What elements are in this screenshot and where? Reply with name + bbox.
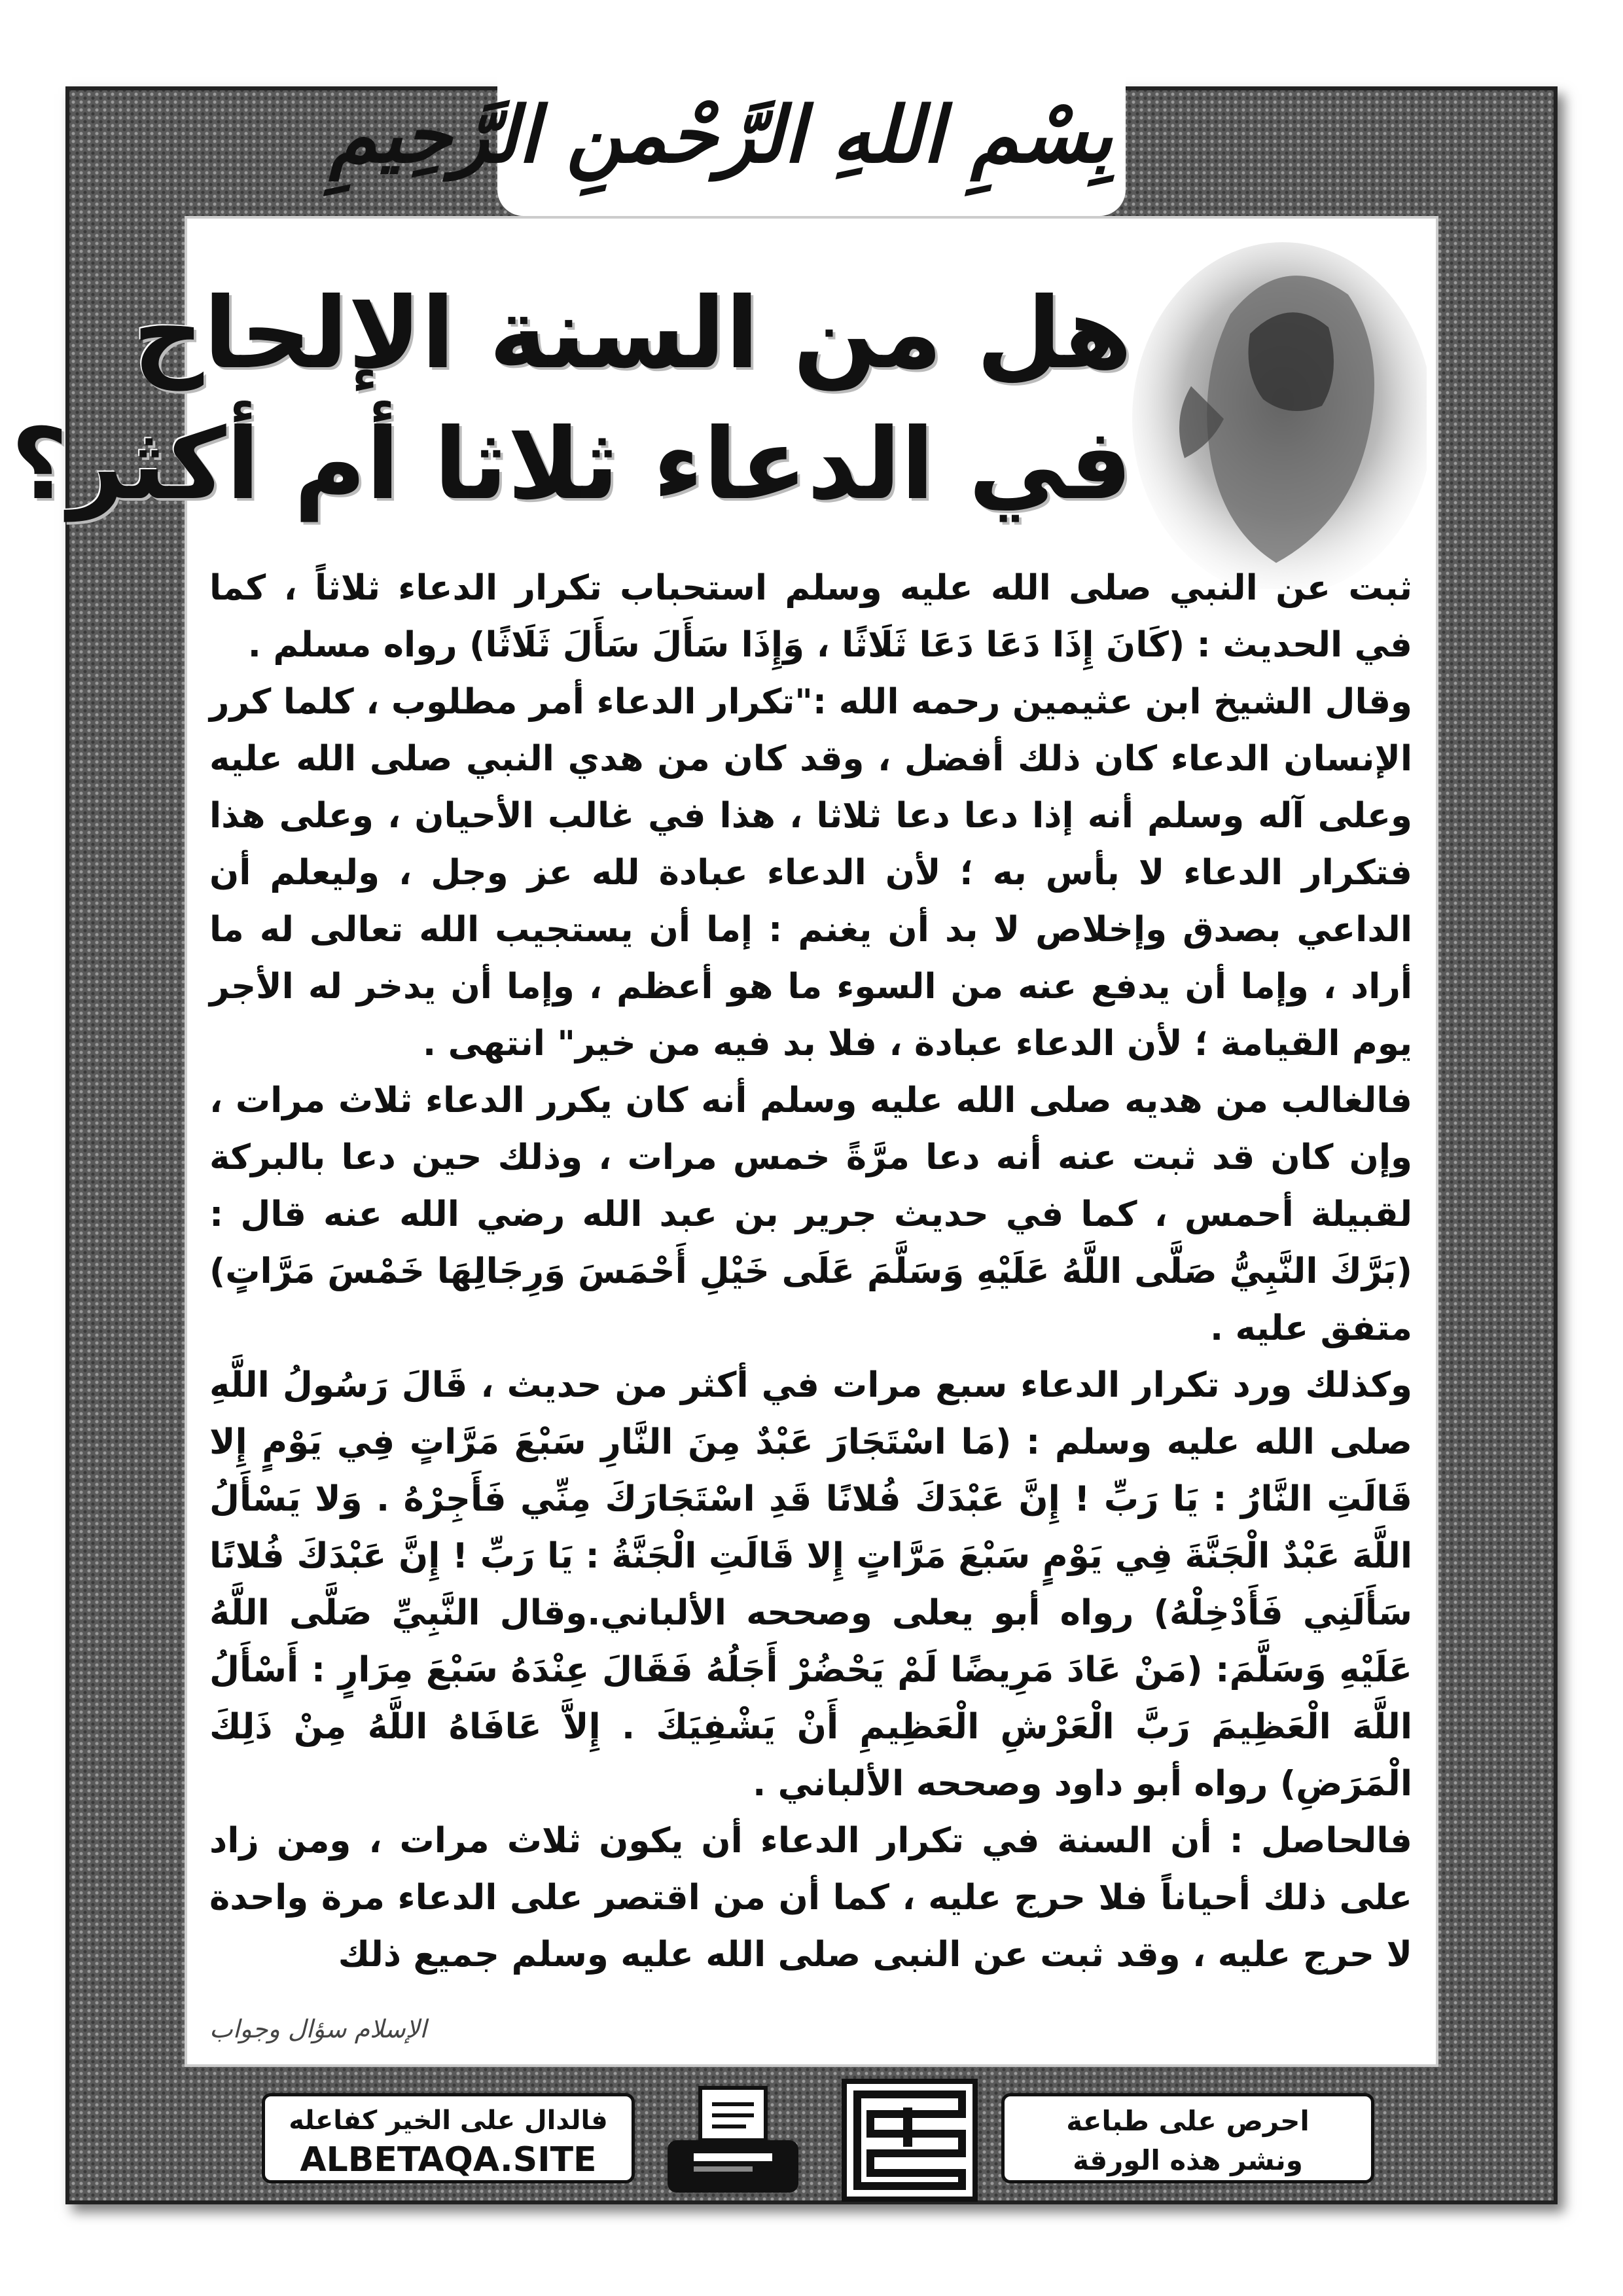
paragraph-5: فالحاصل : أن السنة في تكرار الدعاء أن يكون ثلاث مرات ، ومن زاد على ذلك أحياناً فلا حرج عليه ، كما أن من اقتصر على الدعاء مرة واحدة لا حرج عليه ، وقد ثبت عن النبى صلى الله عليه وسلم جميع ذلك — [209, 1821, 1412, 1975]
praying-figure-image — [1113, 223, 1427, 589]
title-line-2: في الدعاء ثلاثا أم أكثر؟ — [10, 408, 1132, 522]
article-body — [209, 560, 1412, 1983]
footer-saying: فالدال على الخير كفاعله — [289, 2106, 608, 2136]
paragraph-4: وكذلك ورد تكرار الدعاء سبع مرات في أكثر من حديث ، قَالَ رَسُولُ اللَّهِ صلى الله عليه وسلم : (مَا اسْتَجَارَ عَبْدٌ مِنَ النَّارِ سَبْعَ مَرَّاتٍ فِي يَوْمٍ إِلا قَالَتِ النَّارُ : يَا رَبِّ ! إِنَّ عَبْدَكَ فُلانًا قَدِ اسْتَجَارَكَ مِنِّي فَأَجِرْهُ . وَلا يَسْأَلُ اللَّهَ عَبْدٌ الْجَنَّةَ فِي يَوْمٍ سَبْعَ مَرَّاتٍ إِلا قَالَتِ الْجَنَّةُ : يَا رَبِّ ! إِنَّ عَبْدَكَ فُلانًا سَأَلَنِي فَأَدْخِلْهُ) رواه أبو يعلى وصححه الألباني.وقال النَّبِيِّ صَلَّى اللَّهُ عَلَيْهِ وَسَلَّمَ: (مَنْ عَادَ مَرِيضًا لَمْ يَحْضُرْ أَجَلُهُ فَقَالَ عِنْدَهُ سَبْعَ مِرَارٍ : أَسْأَلُ اللَّهَ الْعَظِيمَ رَبَّ الْعَرْشِ الْعَظِيمِ أَنْ يَشْفِيَكَ . إِلاَّ عَافَاهُ اللَّهُ مِنْ ذَلِكَ الْمَرَضِ) رواه أبو داود وصححه الألباني . — [209, 1365, 1412, 1804]
paragraph-2: وقال الشيخ ابن عثيمين رحمه الله :"تكرار الدعاء أمر مطلوب ، كلما كرر الإنسان الدعاء كان ذلك أفضل ، وقد كان من هدي النبي صلى الله عليه وعلى آله وسلم أنه إذا دعا دعا ثلاثا ، هذا في غالب الأحيان ، وعلى هذا فتكرار الدعاء لا بأس به ؛ لأن الدعاء عبادة لله عز وجل ، وليعلم أن الداعي بصدق وإخلاص لا بد أن يغنم : إما أن يستجيب الله تعالى له ما أراد ، وإما أن يدفع عنه من السوء ما هو أعظم ، وإما أن يدخر له الأجر يوم القيامة ؛ لأن الدعاء عبادة ، فلا بد فيه من خير" انتهى . — [209, 682, 1412, 1064]
source-attribution: الإسلام سؤال وجواب — [209, 2015, 427, 2043]
footer-site-box — [262, 2093, 635, 2183]
paragraph-1: ثبت عن النبي صلى الله عليه وسلم استحباب تكرار الدعاء ثلاثاً ، كما في الحديث : (كَانَ إِذَا دَعَا دَعَا ثَلَاثًا ، وَإِذَا سَأَلَ سَأَلَ ثَلَاثًا) رواه مسلم . — [209, 568, 1412, 665]
basmala-calligraphy: بِسْمِ اللهِ الرَّحْمنِ الرَّحِيمِ — [329, 89, 1113, 180]
square-kufic-logo-icon — [831, 2075, 988, 2206]
paragraph-3: فالغالب من هديه صلى الله عليه وسلم أنه كان يكرر الدعاء ثلاث مرات ، وإن كان قد ثبت عنه أنه دعا مرَّةً خمس مرات ، وذلك حين دعا بالبركة لقبيلة أحمس ، كما في حديث جرير بن عبد الله رضي الله عنه قال : (بَرَّكَ النَّبِيُّ صَلَّى اللَّهُ عَلَيْهِ وَسَلَّمَ عَلَى خَيْلِ أَحْمَسَ وَرِجَالِهَا خَمْسَ مَرَّاتٍ) متفق عليه . — [209, 1081, 1412, 1348]
page-title — [10, 268, 1132, 530]
footer-site-link[interactable]: ALBETAQA.SITE — [300, 2140, 597, 2179]
footer-print-line-1: احرص على طباعة — [1066, 2105, 1310, 2137]
footer-print-line-2: ونشر هذه الورقة — [1073, 2144, 1303, 2176]
footer-print-box — [1001, 2093, 1374, 2183]
footer — [262, 2075, 1374, 2206]
title-line-1: هل من السنة الإلحاح — [133, 277, 1132, 391]
printer-icon — [654, 2075, 812, 2206]
